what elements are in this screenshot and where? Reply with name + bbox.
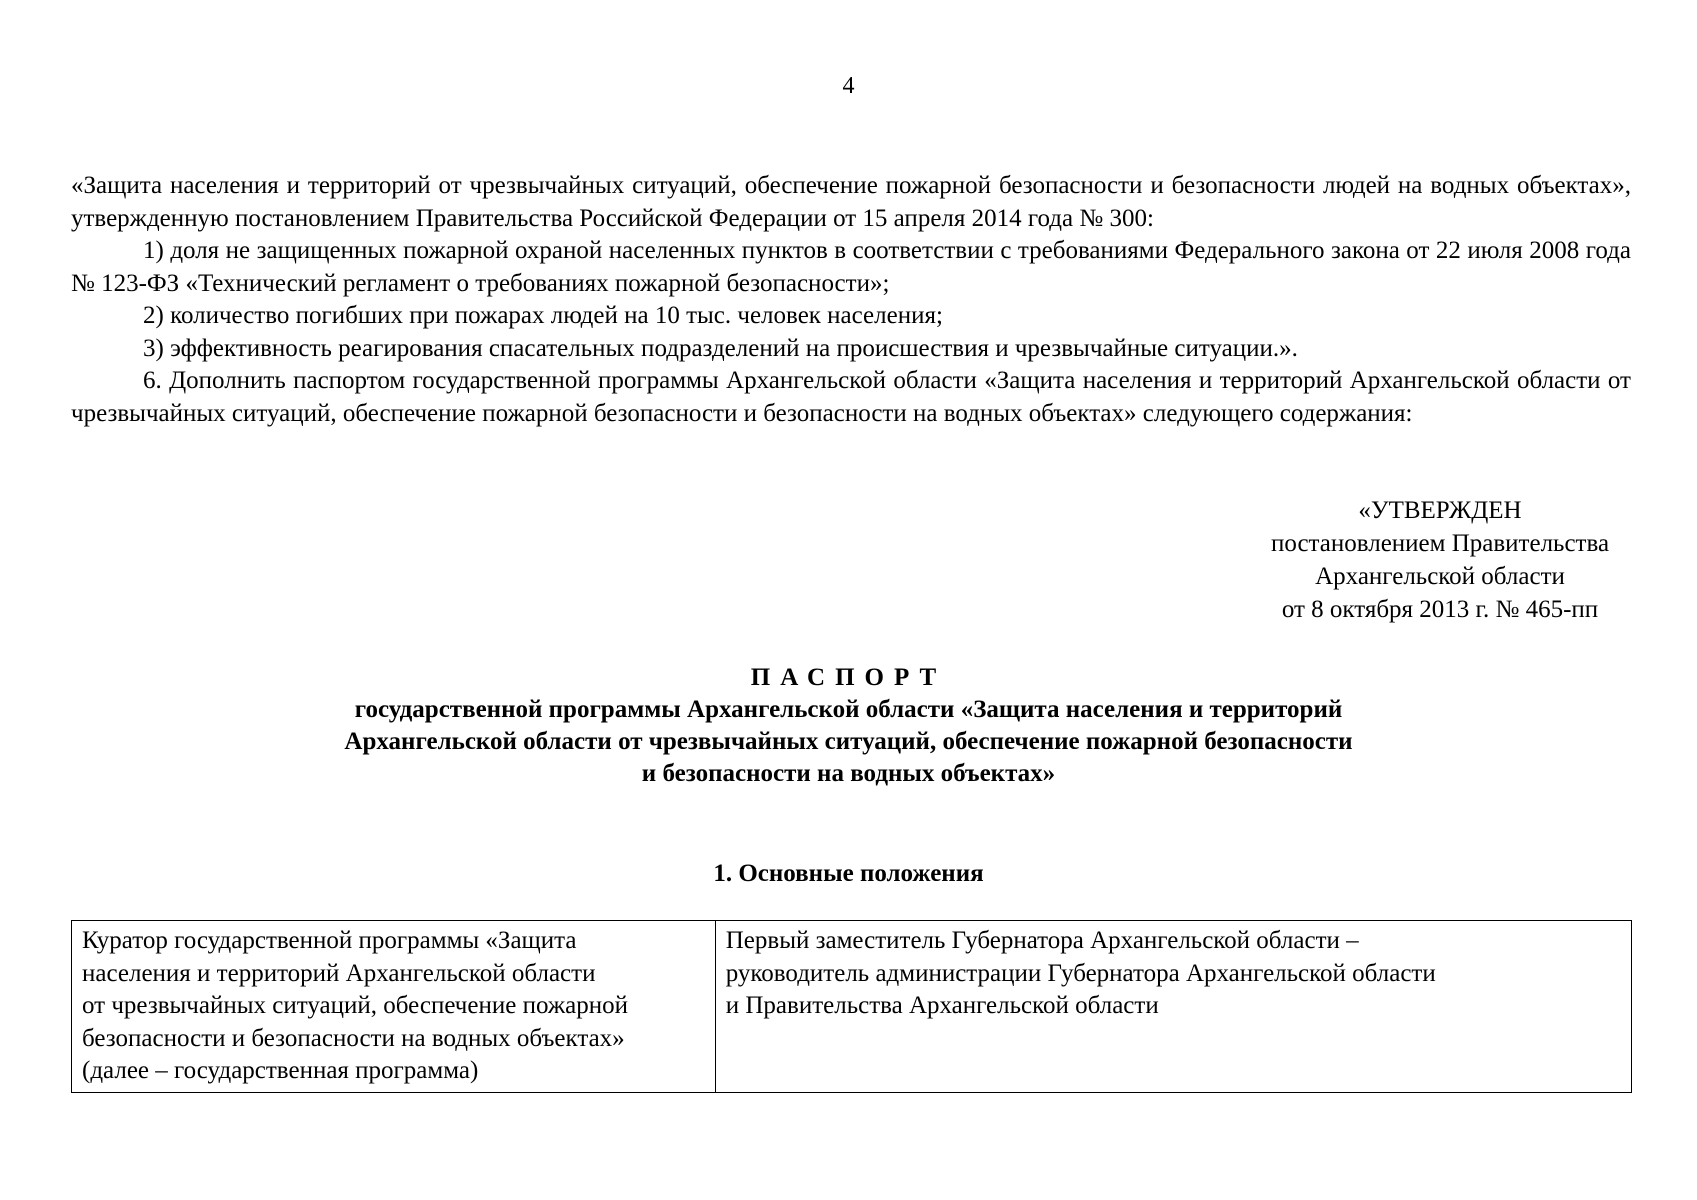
paragraph-item-3: 3) эффективность реагирования спасательных подразделений на происшествия и чрезвычайные ситуации.».: [143, 334, 1298, 362]
paragraph-item-2: 2) количество погибших при пожарах людей на 10 тыс. человек населения;: [143, 302, 943, 329]
cell-line: безопасности и безопасности на водных объектах»: [82, 1024, 625, 1052]
cell-line: населения и территорий Архангельской области: [82, 959, 596, 987]
passport-table: [71, 920, 1632, 1093]
approval-line: Архангельской области: [1315, 563, 1565, 590]
section-heading: 1. Основные положения: [713, 860, 984, 887]
passport-subtitle-line: и безопасности на водных объектах»: [641, 760, 1056, 787]
table-cell-label: [72, 921, 716, 1093]
page-number: 4: [842, 73, 855, 99]
table-cell-value: [715, 921, 1631, 1093]
approval-line: «УТВЕРЖДЕН: [1358, 497, 1522, 524]
paragraph-program-title: «Защита населения и территорий от чрезвычайных ситуаций, обеспечение пожарной безопасности и безопасности людей на водных объектах», утвержденную постановлением Правительства Российской Федерации от 15 апреля 2014 года № 300:: [71, 172, 1631, 232]
cell-line: Первый заместитель Губернатора Архангельской области –: [725, 927, 1359, 954]
passport-subtitle: [0, 694, 1697, 790]
paragraph-item-1: 1) доля не защищенных пожарной охраной населенных пунктов в соответствии с требованиями Федерального закона от 22 июля 2008 года № 123-ФЗ «Технический регламент о требованиях пожарной безопасности»;: [71, 237, 1631, 297]
cell-line: (далее – государственная программа): [82, 1057, 479, 1084]
passport-subtitle-line: государственной программы Архангельской области «Защита населения и территорий: [354, 696, 1343, 723]
cell-line: от чрезвычайных ситуаций, обеспечение пожарной: [82, 992, 628, 1019]
passport-subtitle-line: Архангельской области от чрезвычайных ситуаций, обеспечение пожарной безопасности: [344, 728, 1353, 755]
table-row: [72, 921, 1632, 1093]
cell-line: Куратор государственной программы «Защита: [82, 927, 577, 954]
body-text: [71, 170, 1631, 430]
approval-stamp: [1230, 494, 1650, 626]
approval-line: постановлением Правительства: [1270, 530, 1610, 557]
cell-line: и Правительства Архангельской области: [725, 992, 1159, 1019]
paragraph-item-6: 6. Дополнить паспортом государственной программы Архангельской области «Защита населения и территорий Архангельской области от чрезвычайных ситуаций, обеспечение пожарной безопасности и безопасности на водных объектах» следующего содержания:: [71, 367, 1631, 427]
cell-line: руководитель администрации Губернатора Архангельской области: [725, 959, 1436, 987]
passport-title: ПАСПОРТ: [750, 664, 947, 691]
approval-line: от 8 октября 2013 г. № 465-пп: [1281, 596, 1599, 623]
